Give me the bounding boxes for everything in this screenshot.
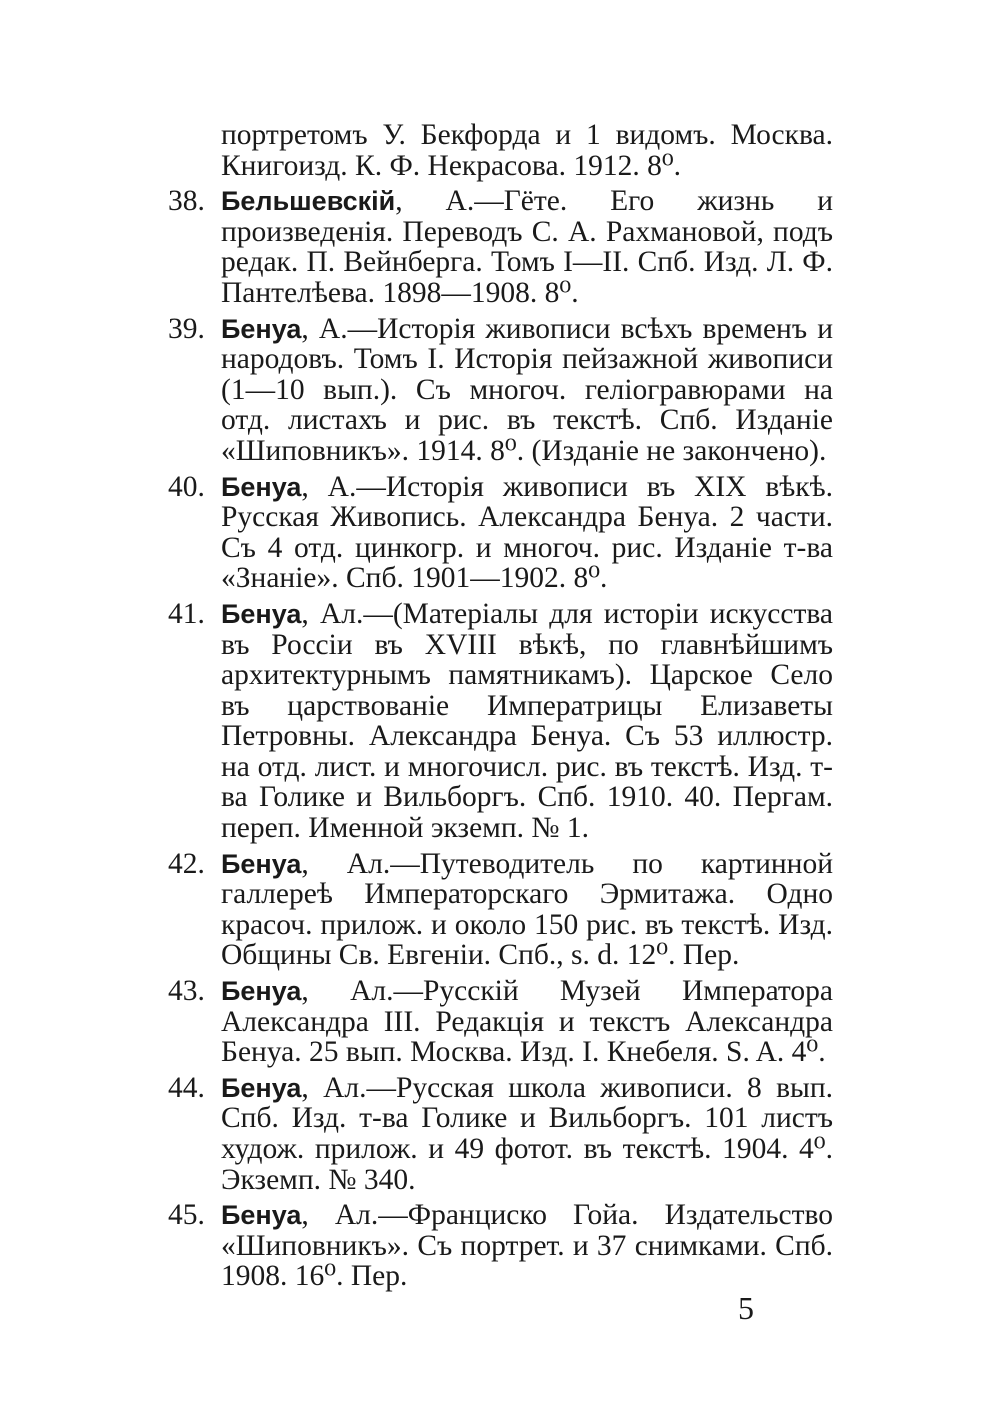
entry-number: 42. xyxy=(168,847,205,880)
entry-number: 40. xyxy=(168,470,205,503)
entry-author: Бенуа xyxy=(221,313,302,344)
bibliography-entry-42 xyxy=(168,849,833,971)
entry-author: Бельшевскій xyxy=(221,186,396,217)
bibliography-entry-43 xyxy=(168,976,833,1068)
entry-author: Бенуа xyxy=(221,598,302,629)
continued-entry-text: портретомъ У. Бекфорда и 1 видомъ. Москва. Книгоизд. К. Ф. Некрасова. 1912. 8⁰. xyxy=(221,119,833,182)
entry-number: 41. xyxy=(168,597,205,630)
entry-text: , А.—Исторія живописи въ XIX вѣкѣ. Русская Живопись. Александра Бенуа. 2 части. Съ 4 отд. цинкогр. и многоч. рис. Изданіе т-ва «Знаніе». Спб. 1901—1902. 8⁰. xyxy=(221,470,833,595)
entry-author: Бенуа xyxy=(221,1072,302,1103)
entry-text: , Ал.—Франциско Гойа. Издательство «Шиповникъ». Съ портрет. и 37 снимками. Спб. 1908. 16⁰. Пер. xyxy=(221,1199,833,1293)
entry-author: Бенуа xyxy=(221,848,302,879)
entry-author: Бенуа xyxy=(221,976,302,1007)
bibliography-entry-38 xyxy=(168,186,833,308)
bibliography-entry-41 xyxy=(168,599,833,844)
bibliography-entry-39 xyxy=(168,314,833,467)
entry-text: , Ал.—(Матеріалы для исторіи искусства въ Россіи въ XVIII вѣкѣ, по главнѣйшимъ архитектурнымъ памятникамъ). Царское Село въ царствованіе Императрицы Елизаветы Петровны. Александра Бенуа. Съ 53 иллюстр. на отд. лист. и многочисл. рис. въ текстѣ. Изд. т-ва Голике и Вильборгъ. Спб. 1910. 40. Пергам. переп. Именной экземп. № 1. xyxy=(221,597,833,845)
entry-number: 44. xyxy=(168,1071,205,1104)
entry-text: , А.—Исторія живописи всѣхъ временъ и народовъ. Томъ I. Исторія пейзажной живописи (1—10 вып.). Съ многоч. геліогравюрами на отд. листахъ и рис. въ текстѣ. Спб. Изданіе «Шиповникъ». 1914. 8⁰. (Изданіе не закончено). xyxy=(221,312,833,467)
entry-author: Бенуа xyxy=(221,471,302,502)
bibliography-entry-45 xyxy=(168,1200,833,1292)
entry-text: , Ал.—Русскій Музей Императора Александра III. Редакція и текстъ Александра Бенуа. 25 вып. Москва. Изд. І. Кнебеля. S. A. 4⁰. xyxy=(221,975,833,1069)
entry-text: , Ал.—Русская школа живописи. 8 вып. Спб. Изд. т-ва Голике и Вильборгъ. 101 листъ худож. прилож. и 49 фотот. въ текстѣ. 1904. 4⁰. Экземп. № 340. xyxy=(221,1071,833,1196)
page-number: 5 xyxy=(738,1290,754,1326)
bibliography-list xyxy=(168,120,833,1297)
entry-text: , Ал.—Путеводитель по картинной галлереѣ Императорскаго Эрмитажа. Одно красоч. прилож. и около 150 рис. въ текстѣ. Изд. Общины Св. Евгеніи. Спб., s. d. 12⁰. Пер. xyxy=(221,847,833,972)
entry-text: , А.—Гёте. Его жизнь и произведенія. Переводъ С. А. Рахмановой, подъ редак. П. Вейнберга. Томъ I—II. Спб. Изд. Л. Ф. Пантелѣева. 1898—1908. 8⁰. xyxy=(221,185,833,309)
entry-author: Бенуа xyxy=(221,1200,302,1231)
entry-number: 43. xyxy=(168,975,205,1008)
entry-number: 45. xyxy=(168,1199,205,1232)
bibliography-entry-44 xyxy=(168,1073,833,1195)
bibliography-entry-40 xyxy=(168,472,833,594)
entry-number: 39. xyxy=(168,312,205,345)
entry-number: 38. xyxy=(168,185,205,218)
